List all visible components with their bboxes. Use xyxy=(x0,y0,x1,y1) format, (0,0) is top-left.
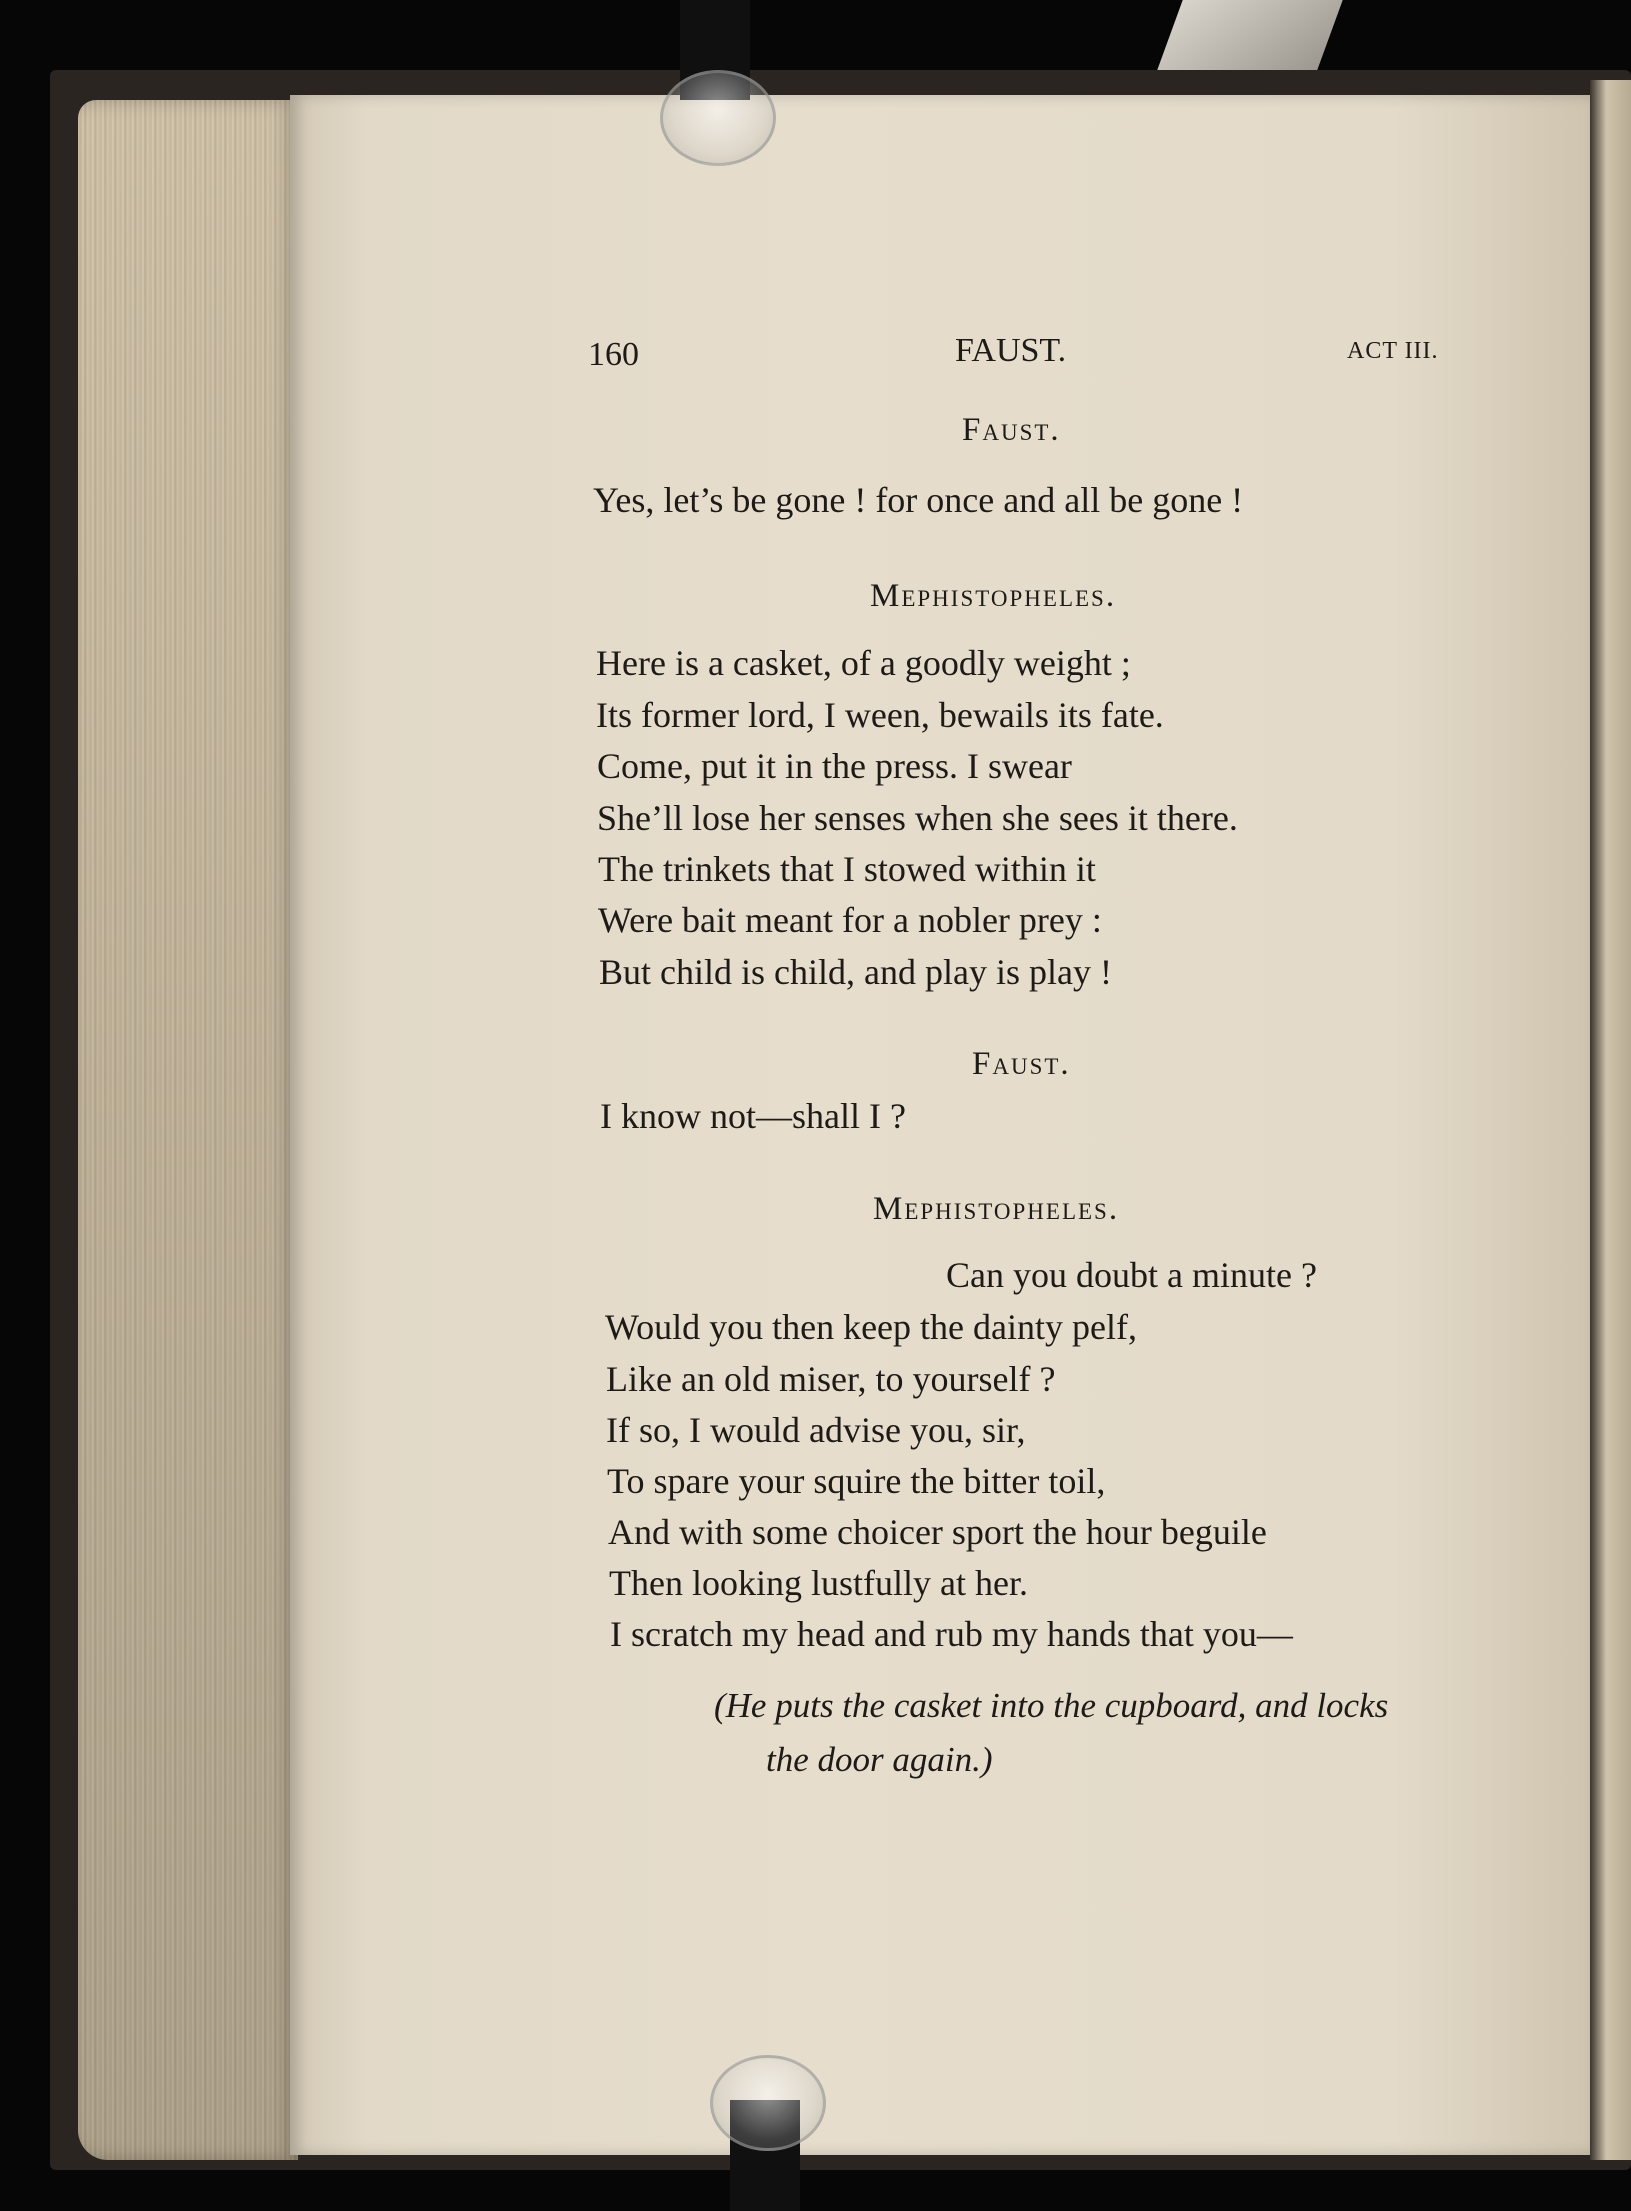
verse-line: I know not—shall I ? xyxy=(600,1096,906,1136)
verse-line: And with some choicer sport the hour beguile xyxy=(608,1512,1267,1552)
verse-line: She’ll lose her senses when she sees it there. xyxy=(597,798,1238,838)
verse-line: Can you doubt a minute ? xyxy=(946,1255,1317,1295)
speaker-name: Faust. xyxy=(972,1046,1071,1082)
book-page xyxy=(290,95,1590,2155)
verse-line: I scratch my head and rub my hands that you— xyxy=(610,1614,1293,1654)
verse-line: Yes, let’s be gone ! for once and all be gone ! xyxy=(593,480,1244,520)
facing-page-edge xyxy=(1590,80,1631,2160)
speaker-name: Mephistopheles. xyxy=(873,1191,1120,1227)
stage-direction: the door again.) xyxy=(766,1740,993,1779)
verse-line: The trinkets that I stowed within it xyxy=(598,849,1096,889)
speaker-name: Faust. xyxy=(962,412,1061,448)
running-title: FAUST. xyxy=(955,332,1067,369)
verse-line: Then looking lustfully at her. xyxy=(609,1563,1028,1603)
verse-line: To spare your squire the bitter toil, xyxy=(607,1461,1106,1501)
verse-line: Here is a casket, of a goodly weight ; xyxy=(596,643,1131,683)
page-clip-top xyxy=(660,70,776,166)
page-edges xyxy=(78,100,298,2160)
verse-line: But child is child, and play is play ! xyxy=(599,952,1112,992)
verse-line: If so, I would advise you, sir, xyxy=(606,1410,1026,1450)
bookmark-tab xyxy=(1157,0,1342,70)
verse-line: Its former lord, I ween, bewails its fate. xyxy=(596,695,1164,735)
page-clip-bottom xyxy=(710,2055,826,2151)
verse-line: Would you then keep the dainty pelf, xyxy=(605,1307,1137,1347)
stage-direction: (He puts the casket into the cupboard, and locks xyxy=(714,1686,1389,1725)
act-label: ACT III. xyxy=(1347,338,1439,364)
verse-line: Like an old miser, to yourself ? xyxy=(606,1359,1056,1399)
verse-line: Come, put it in the press. I swear xyxy=(597,746,1072,786)
page-number: 160 xyxy=(588,336,639,373)
speaker-name: Mephistopheles. xyxy=(870,578,1117,614)
verse-line: Were bait meant for a nobler prey : xyxy=(598,900,1102,940)
